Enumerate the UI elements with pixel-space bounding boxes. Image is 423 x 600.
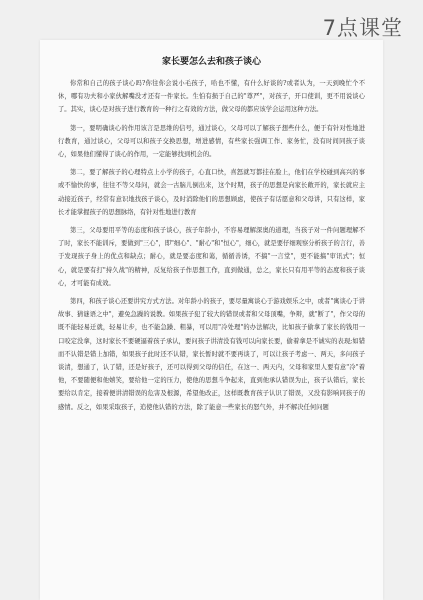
paragraph-third: 第三，父母要用平等的态度和孩子谈心，孩子年龄小，不容易理解深奥的道理，当孩子对一件问题理解不了时，家长不能训斥，要做到"三心"，即"细心"、"耐心"和"恒心"，细心，就是要仔细观察分析孩子的言行，善于发现孩子身上的优点和缺点；耐心，就是要态度和蔼，循循善诱，不搞"一言堂"，更不能搞"审讯式"；恒心，就是要有打"持久战"的精神，反复给孩子作思想工作，直到做通，总之，家长只有用平等的态度和孩子谈心，才可能有成效。 (58, 227, 365, 287)
brand-watermark: 7点课堂 (322, 16, 403, 40)
paragraph-first: 第一，要明确谈心的作用该言是思维的信号，通过谈心，父母可以了解孩子想些什么，便于有针对性地进行教育，通过谈心，父母可以和孩子交换思想，增进感情，有些家长强调工作、家务忙，没有时间同孩子谈心，如果他们懂得了谈心的作用，一定能够找到机会的。 (58, 124, 365, 159)
paragraph-intro: 你常和自己的孩子谈心吗?你往你会说小毛孩子，哈也不懂，有什么好谈的?或者认为，一天到晚忙个不休，哪有功夫和小家伙解嘴没才还有一件家长。生怕有损于自己的"尊严"，对孩子，开口使训，更不用说谈心了。其实，谈心是对孩子进行教育的一种行之有效的方法，做父母的都应该学会运用这种方法。 (58, 80, 365, 114)
document-page (40, 40, 383, 600)
paragraph-fourth: 第四，和孩子谈心还要讲究方式方法。对年龄小的孩子，要尽量寓谈心于游戏娱乐之中，或者"寓谈心于讲故事、猜谜语之中"，避免急躁的说教。如果孩子犯了较大的错误或者和父母顶嘴，争辩，就"断了"，作父母的既不能轻易迁就，轻易让步，也不能急躁、粗暴，可以用"冷处理"的办法解决，比如孩子偷拿了家长的钱用一口咬定没拿，这时家长不要硬逼着孩子承认，要问孩子讲清没有钱可以向家长要，偷着拿是不诚实的表现;如错而不认错是错上加错，如果孩子此时还不认错，家长暂时就不要再谈了，可以让孩子考虑一、两天，多问孩子谈清，想通了，认了错，还是好孩子，还可以得到父母的信任，在这一、两天内，父母和家里人要有意"冷"着他，不要随便和他嬉笑，要给他一定的压力，使他的思想斗争起来，直到他承认错误为止，孩子认错后，家长要给以肯定，接着便讲清错误的危害及根源，希望他改正，这样既教育孩子认识了错误，又没有影响同孩子的感情。反之，如果采取孩子，追使他认错的方法，除了能意一些家长的怒气外，并不解决任何问题 (58, 298, 365, 411)
paragraph-second: 第二，要了解孩子的心理特点上小学的孩子，心直口快，喜怒就写都挂在脸上，他们在学校碰到高兴的事或不愉快的事，往往不等父母问，就会一古脑儿倒出来，这个时期，孩子的思想是向家长敞开的，家长就应主动接近孩子，经常有意识地找孩子谈心，及时消除他们的思想顾虑，使孩子有话愿意和父母讲，只有这样，家长才能掌握孩子的思想脉络，有针对性地进行教育 (58, 169, 365, 216)
document-body (40, 77, 383, 414)
document-title: 家长要怎么去和孩子谈心 (161, 57, 261, 67)
